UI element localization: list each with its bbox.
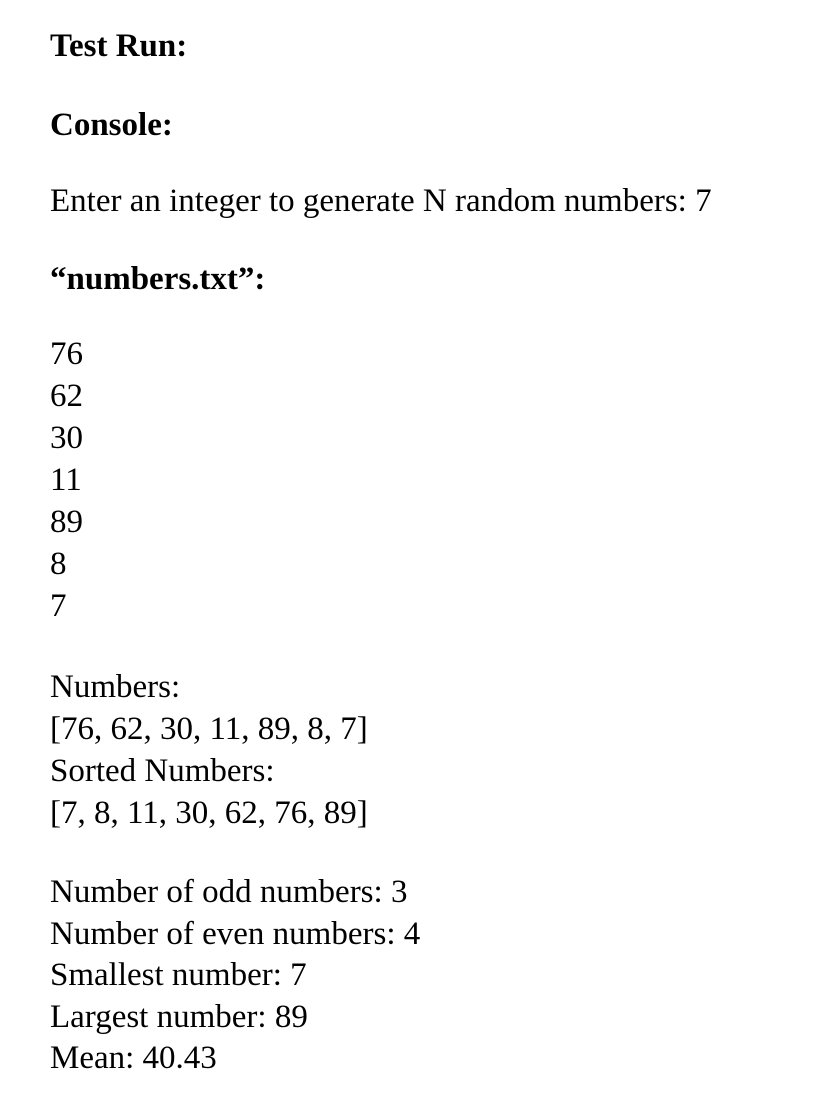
test-run-heading: Test Run: (50, 28, 188, 64)
sorted-numbers-list: [7, 8, 11, 30, 62, 76, 89] (50, 795, 368, 831)
file-number: 7 (50, 588, 67, 624)
file-number: 11 (50, 462, 82, 498)
numbers-list: [76, 62, 30, 11, 89, 8, 7] (50, 711, 368, 747)
statistics-output (50, 872, 420, 1080)
odd-count-line: Number of odd numbers: 3 (50, 874, 408, 910)
even-count-line: Number of even numbers: 4 (50, 915, 421, 952)
console-prompt-text: Enter an integer to generate N random numbers: 7 (50, 183, 712, 219)
numbers-label: Numbers: (50, 669, 181, 705)
mean-line: Mean: 40.43 (50, 1040, 217, 1077)
numbers-output (50, 666, 368, 834)
file-number-list (50, 333, 83, 627)
file-number: 76 (50, 336, 83, 372)
file-heading: “numbers.txt”: (50, 261, 266, 297)
file-number: 30 (50, 420, 83, 456)
largest-number-line: Largest number: 89 (50, 998, 308, 1035)
file-number: 89 (50, 504, 83, 540)
file-number: 62 (50, 378, 83, 414)
smallest-number-line: Smallest number: 7 (50, 957, 307, 994)
console-heading: Console: (50, 107, 173, 143)
file-number: 8 (50, 546, 67, 582)
sorted-numbers-label: Sorted Numbers: (50, 753, 275, 789)
